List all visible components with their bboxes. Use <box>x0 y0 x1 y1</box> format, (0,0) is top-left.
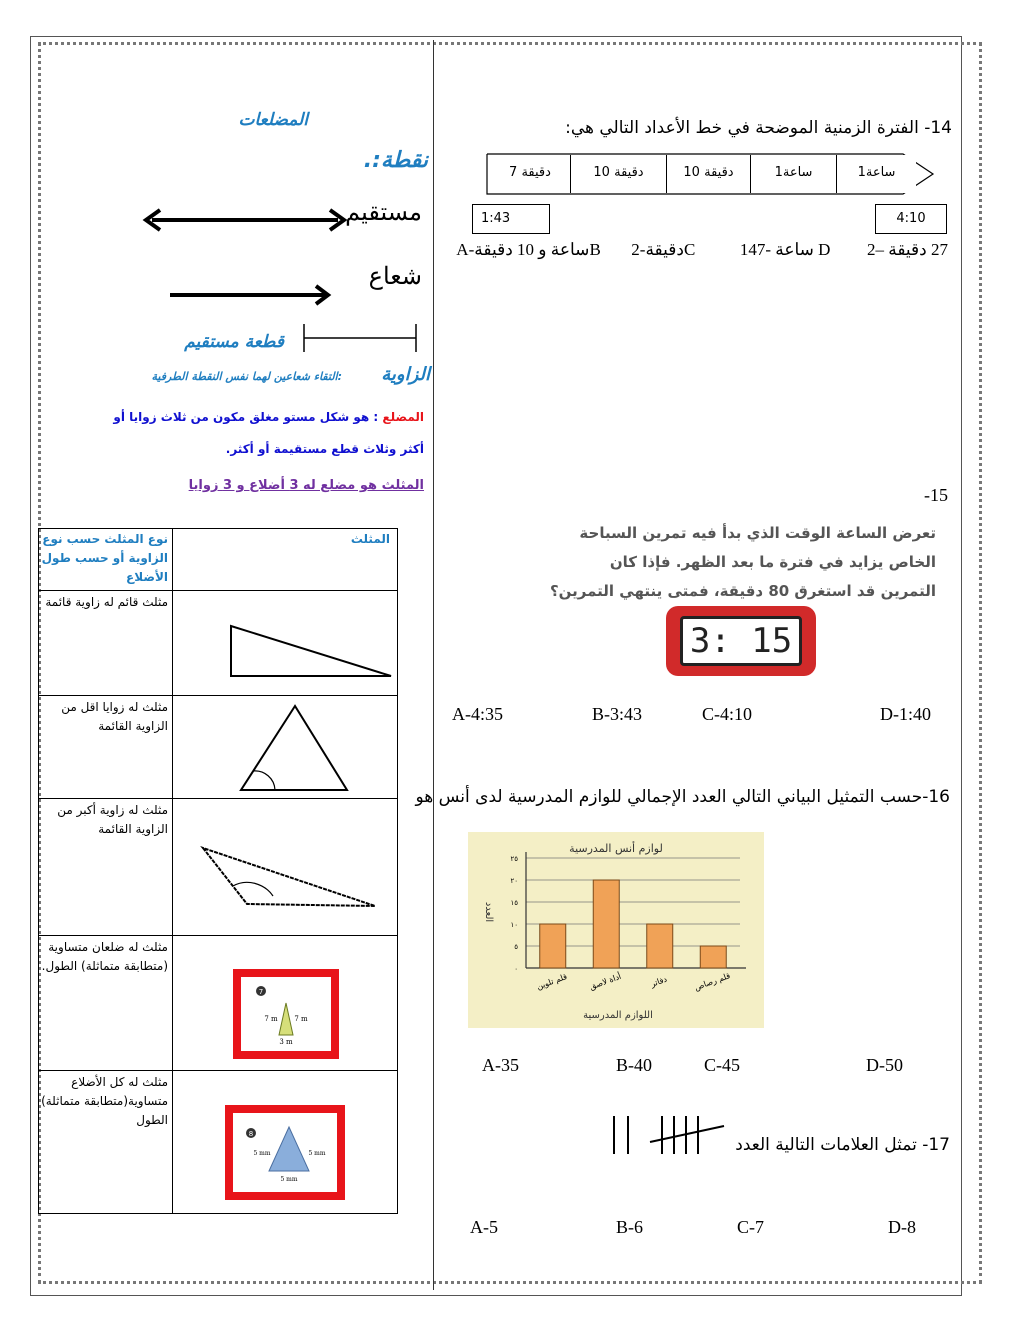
y-tick-label: ٢٠ <box>510 877 518 885</box>
bar-2 <box>647 924 673 968</box>
isosceles-number: 7 <box>258 988 264 996</box>
q14-option-a[interactable]: 2ساعة و 10 دقيقة-A <box>456 240 640 259</box>
q17-option-c[interactable]: C-7 <box>737 1217 764 1237</box>
polygon-definition-2: أكثر وثلاث قطع مستقيمة أو أكثر. <box>225 442 424 456</box>
x-axis-label: اللوازم المدرسية <box>583 1010 653 1021</box>
equilateral-triangle-picture <box>225 1105 345 1200</box>
right-triangle-figure <box>225 620 395 680</box>
q17-option-a[interactable]: A-5 <box>470 1217 498 1237</box>
ray-label: شعاع <box>368 264 422 290</box>
isosceles-base-label: 3 m <box>279 1038 293 1046</box>
isosceles-left-label: 7 m <box>264 1015 278 1023</box>
bar-0 <box>540 924 566 968</box>
q14-options <box>446 240 948 260</box>
angle-label: الزاوية <box>381 364 430 385</box>
q17-option-b[interactable]: B-6 <box>616 1217 643 1237</box>
isosceles-triangle-picture <box>233 969 339 1059</box>
polygon-def-text-1: : هو شكل مستو مغلق مكون من ثلاث زوايا أو <box>113 410 379 424</box>
q16-option-a[interactable]: A-35 <box>482 1055 519 1075</box>
bar-3 <box>700 946 726 968</box>
y-tick-label: ١٠ <box>510 921 518 929</box>
q14-option-c[interactable]: 2 ساعة -C <box>683 240 876 259</box>
x-tick-label: قلم تلوين <box>535 972 569 992</box>
q16-option-b[interactable]: B-40 <box>616 1055 652 1075</box>
q14-segment-2: 1ساعة <box>750 155 836 193</box>
row-obtuse-triangle-type: مثلث له زاوية أكبر من الزاوية القائمة <box>57 803 168 836</box>
clock-display: 3: 15 <box>680 616 802 666</box>
bar-chart <box>468 832 764 1028</box>
isosceles-triangle-svg <box>241 977 331 1051</box>
row-right-triangle-type: مثلث قائم له زاوية قائمة <box>45 595 168 609</box>
table-row-divider <box>38 798 398 799</box>
tally-marks <box>606 1112 730 1158</box>
acute-triangle-shape <box>241 706 347 790</box>
equilateral-right-label: 5 mm <box>308 1150 326 1157</box>
q14-option-d[interactable]: 27 دقيقة –D <box>818 240 948 259</box>
obtuse-triangle-figure <box>195 838 380 913</box>
angle-definition: :التقاء شعاعين لهما نفس النقطة الطرفية <box>151 370 342 383</box>
acute-angle-arc <box>253 771 275 790</box>
chart-title: لوازم أنس المدرسية <box>569 842 663 855</box>
obtuse-triangle-shape <box>203 848 375 906</box>
isosceles-triangle-shape <box>279 1003 293 1035</box>
y-axis-label: العدد <box>483 901 494 923</box>
row-isosceles-triangle-type: مثلث له ضلعان متساوية (متطابقة متماثلة) الطول. <box>41 940 168 973</box>
q15-text-1: تعرض الساعة الوقت الذي بدأ فيه تمرين السباحة <box>579 524 936 542</box>
y-tick-label: ٠ <box>514 965 518 973</box>
segment-label: قطعة مستقيم <box>184 332 284 352</box>
row-equilateral-triangle-type: مثلث له كل الأضلاع متساوية(متطابقة متماثلة) الطول <box>41 1075 168 1127</box>
polygon-word: المضلع <box>382 410 424 424</box>
equilateral-left-label: 5 mm <box>253 1150 271 1157</box>
digital-clock <box>666 606 816 676</box>
q14-segment-3: 10 دقيقة <box>666 155 750 193</box>
q14-text: 14- الفترة الزمنية الموضحة في خط الأعداد التالي هي: <box>565 118 952 138</box>
q16-option-c[interactable]: C-45 <box>704 1055 740 1075</box>
q15-text-2: الخاص يزايد في فترة ما بعد الظهر. فإذا كان <box>609 553 936 571</box>
triangle-definition: المثلث هو مضلع له 3 أضلاع و 3 زوايا <box>188 478 424 493</box>
table-row-divider <box>38 1070 398 1071</box>
acute-triangle-figure <box>235 700 355 795</box>
bar-chart-panel <box>468 832 764 1028</box>
x-tick-label: قلم رصاص <box>693 971 732 993</box>
polygons-title: المضلعات <box>238 110 308 130</box>
y-tick-label: ٥ <box>514 943 518 951</box>
table-row-divider <box>38 935 398 936</box>
q14-end-time: 4:10 <box>875 204 947 234</box>
q14-segment-5: 7 دقيقة <box>490 155 570 193</box>
q15-option-c[interactable]: C-4:10 <box>702 704 753 724</box>
ray-figure <box>168 282 333 308</box>
column-divider <box>433 40 434 1290</box>
q14-start-time: 1:43 <box>472 204 550 234</box>
x-tick-label: دفاتر <box>649 974 669 989</box>
q16-text: 16-حسب التمثيل البياني التالي العدد الإجمالي للوازم المدرسية لدى أنس هو <box>415 787 950 807</box>
q14-segment-4: 10 دقيقة <box>570 155 666 193</box>
equilateral-triangle-svg <box>233 1113 337 1192</box>
line-label: مستقيم <box>345 200 422 226</box>
point-label: نقطة:. <box>363 148 428 173</box>
row-acute-triangle-type: مثلث له زوايا اقل من الزاوية القائمة <box>61 700 168 733</box>
table-row-divider <box>38 590 398 591</box>
right-triangle-shape <box>231 626 391 676</box>
q14-option-b[interactable]: 147دقيقة-B <box>589 240 766 259</box>
q17-text: 17- تمثل العلامات التالية العدد <box>735 1135 950 1155</box>
q14-segment-1: 1ساعة <box>836 155 916 193</box>
table-header-type: نوع المثلث حسب نوع الزاوية أو حسب طول الأضلاع <box>41 532 168 584</box>
q16-option-d[interactable]: D-50 <box>866 1055 903 1075</box>
table-header-shape: المثلث <box>350 532 390 546</box>
q15-number: -15 <box>924 485 948 505</box>
y-tick-label: ١٥ <box>510 899 518 907</box>
equilateral-number: 8 <box>248 1130 254 1138</box>
isosceles-right-label: 7 m <box>294 1015 308 1023</box>
bar-1 <box>593 880 619 968</box>
line-figure <box>140 205 350 235</box>
q15-option-b[interactable]: B-3:43 <box>592 704 643 724</box>
q15-text-3: التمرين قد استغرق 80 دقيقة، فمتى ينتهي التمرين؟ <box>549 582 936 600</box>
table-row-divider <box>38 695 398 696</box>
table-column-divider <box>172 528 173 1214</box>
x-tick-label: أداة لاصق <box>588 971 623 992</box>
equilateral-base-label: 5 mm <box>280 1176 298 1183</box>
q17-option-d[interactable]: D-8 <box>888 1217 916 1237</box>
polygon-definition-1 <box>110 410 424 424</box>
segment-figure <box>300 322 422 354</box>
equilateral-triangle-shape <box>269 1127 309 1171</box>
q15-option-d[interactable]: D-1:40 <box>880 704 931 724</box>
q15-option-a[interactable]: A-4:35 <box>452 704 503 724</box>
y-tick-label: ٢٥ <box>510 855 518 863</box>
